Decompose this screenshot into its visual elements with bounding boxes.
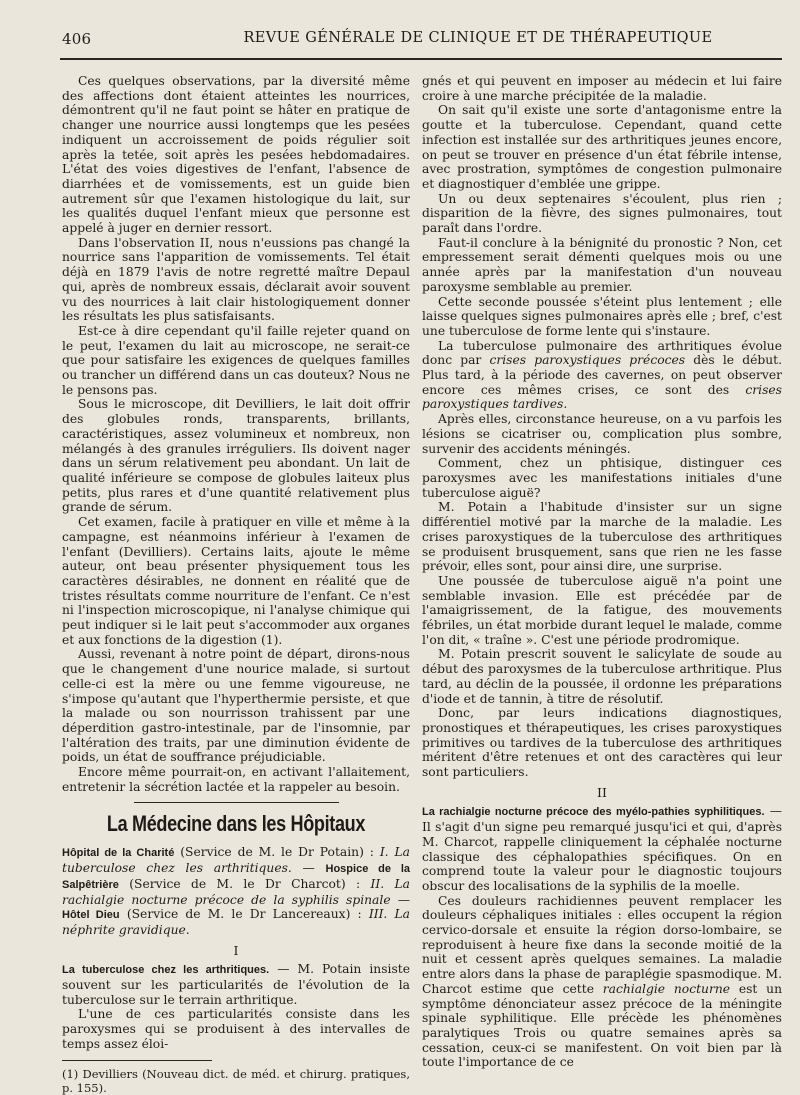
paragraph: Faut-il conclure à la bénignité du pronostic ? Non, cet empressement serait démenti quelques mois ou une année après par la manifestation d'un nouveau paroxysme semblable au premier.: [422, 235, 782, 294]
footnote-rule: [62, 1060, 212, 1061]
paragraph: M. Potain prescrit souvent le salicylate de soude au début des paroxysmes de la tuberculose arthritique. Plus tard, au déclin de la poussée, il ordonne les préparations d'iode et de tannin, à titre de résolutif.: [422, 647, 782, 706]
paragraph: Encore même pourrait-on, en activant l'allaitement, entretenir la sécrétion lactée et la rappeler au besoin.: [62, 765, 410, 794]
paragraph: Un ou deux septenaires s'écoulent, plus rien ; disparition de la fièvre, des signes pulmonaires, tout paraît dans l'ordre.: [422, 191, 782, 236]
summary-text: (Service de M. le Dr Potain) :: [174, 845, 380, 860]
paragraph: M. Potain a l'habitude d'insister sur un signe différentiel motivé par la marche de la maladie. Les crises paroxystiques de la tuberculose des arthritiques se produisent brusquement, sans que rien ne les fasse prévoir, elles sont, pour ainsi dire, une surprise.: [422, 500, 782, 574]
summary-topic: I. La tuberculose chez les arthritiques.: [62, 845, 410, 876]
hospital-name: Hôpital de la Charité: [62, 847, 175, 860]
paragraph: Comment, chez un phtisique, distinguer ces paroxysmes avec les manifestations initiales d'une tuberculose aiguë?: [422, 456, 782, 500]
running-title: REVUE GÉNÉRALE DE CLINIQUE ET DE THÉRAPEUTIQUE: [243, 30, 713, 46]
page-number: 406: [62, 30, 92, 48]
italic-term: crises paroxystiques précoces: [489, 353, 686, 368]
paragraph: [422, 894, 782, 1070]
paragraph-text: est un symptôme dénonciateur assez précoce de la méningite spinale syphilitique. Elle précède les phénomènes paralytiques Trois ou quatre semaines après sa cessation, ceux-ci se manifestent. On voit bien par là toute l'importance de ce: [422, 981, 783, 1070]
italic-term: rachialgie nocturne: [602, 981, 731, 996]
section-rule-top: [134, 802, 339, 803]
paragraph-text: — Il s'agit d'un signe peu remarqué jusqu'ici et qui, d'après M. Charcot, rappelle cliniquement la céphalée nocturne classique des céphalopathies spécifiques. On en comprend toute la valeur pour le diagnostic toujours obscur des localisations de la syphilis de la moelle.: [422, 804, 782, 893]
subsection-heading: La tuberculose chez les arthritiques.: [62, 964, 270, 977]
paragraph: Aussi, revenant à notre point de départ, dirons-nous que le changement d'une nourice malade, si surtout celle-ci est la mère ou une femme vigoureuse, ne s'impose qu'autant que l'hyperthermie persiste, et que la malade ou son nourrisson trahissent par une déperdition gastro-intestinale, par de l'insomnie, par l'altération des traits, par une diminution évidente de poids, un état de souffrance préjudiciable.: [62, 647, 410, 765]
summary-topic: II. La rachialgie nocturne précoce de la syphilis spinale: [62, 876, 411, 907]
summary-topic: III. La néphrite gravidique.: [62, 907, 411, 937]
section-number: I: [233, 942, 239, 958]
paragraph: Dans l'observation II, nous n'eussions pas changé la nourrice sans l'apparition de vomissements. Tel était déjà en 1879 l'avis de notre regretté maître Depaul qui, après de nombreux essais, déclarait avoir souvent vu des nourrices à lait clair histologiquement donner les résultats les plus satisfaisants.: [62, 235, 410, 324]
paragraph: Sous le microscope, dit Devilliers, le lait doit offrir des globules ronds, transparents, brillants, caractéristiques, assez volumineux et nombreux, non mélangés à des granules irréguliers. Ils doivent nager dans un sérum relativement peu abondant. Un lait de qualité inférieure se compose de globules laiteux plus petits, plus rares et d'une quantité relativement plus grande de sérum.: [62, 397, 410, 515]
contents-summary: [62, 845, 410, 937]
summary-text: (Service de M. le Dr Charcot) :: [118, 876, 371, 891]
paragraph: Après elles, circonstance heureuse, on a vu parfois les lésions se cicatriser ou, complication plus sombre, survenir des accidents méningés.: [422, 412, 782, 456]
section-title: La Médecine dans les Hôpitaux: [106, 811, 366, 837]
section-number: II: [597, 784, 607, 800]
paragraph: Ces quelques observations, par la diversité même des affections dont étaient atteintes les nourrices, démontrent qu'il ne faut point se hâter en pratique de changer une nourrice aussi longtemps que les pesées indiquent un accroissement de poids régulier soit après la tetée, soit après les pesées hebdomadaires. L'état des voies digestives de l'enfant, l'absence de diarrhées et de vomissements, est un guide bien autrement sûr que l'examen histologique du lait, sur les qualités duquel l'enfant mieux que personne est appelé à juger en dernier ressort.: [62, 74, 410, 236]
paragraph: gnés et qui peuvent en imposer au médecin et lui faire croire à une marche précipitée de la maladie.: [422, 74, 782, 103]
summary-text: —: [291, 861, 326, 876]
paragraph: Est-ce à dire cependant qu'il faille rejeter quand on le peut, l'examen du lait au microscope, ne serait-ce que pour satisfaire les exigences de quelques familles ou trancher un différend dans un cas douteux? Nous ne le pensons pas.: [62, 323, 410, 397]
paragraph-text: — M. Potain insiste souvent sur les particularités de l'évolution de la tuberculose sur le terrain arthritique.: [62, 962, 410, 1007]
summary-text: (Service de M. le Dr Lancereaux) :: [119, 907, 369, 922]
paragraph-text: dès le début. Plus tard, à la période des cavernes, on peut observer encore ces mêmes crises, ce sont des: [422, 353, 783, 397]
summary-text: —: [390, 892, 410, 907]
paragraph: Une poussée de tuberculose aiguë n'a point une semblable invasion. Elle est précédée par de l'amaigrissement, de la fatigue, des mouvements fébriles, un état morbide durant lequel le malade, comme l'on dit, « traîne ». C'est une période prodromique.: [422, 573, 782, 647]
hospital-name: Hôtel Dieu: [62, 909, 120, 922]
paragraph: [422, 339, 782, 413]
paragraph: Donc, par leurs indications diagnostiques, pronostiques et thérapeutiques, les crises paroxystiques primitives ou tardives de la tuberculose des arthritiques méritent d'être retenues et ont des caractères qui leur sont particuliers.: [422, 706, 782, 780]
paragraph-text: Ces douleurs rachidiennes peuvent remplacer les douleurs céphaliques initiales : elles occupent la région cervico-dorsale et ensuite la région dorso-lombaire, se reproduisent à heure fixe dans la seconde moitié de la nuit et cessent après quelques semaines. La maladie entre alors dans la phase de paraplégie spasmodique. M. Charcot estime que cette: [422, 893, 782, 996]
paragraph-text: La tuberculose pulmonaire des arthritiques évolue donc par: [422, 338, 782, 368]
paragraph: [422, 804, 782, 893]
header-rule: [60, 58, 782, 60]
paragraph: Cette seconde poussée s'éteint plus lentement ; elle laisse quelques signes pulmonaires après elle ; bref, c'est une tuberculose de forme lente qui s'instaure.: [422, 294, 782, 338]
paragraph: L'une de ces particularités consiste dans les paroxysmes qui se produisent à des intervalles de temps assez éloi-: [62, 1007, 410, 1051]
right-column: [422, 74, 782, 1070]
footnote: (1) Devilliers (Nouveau dict. de méd. et chirurg. pratiques, p. 155).: [62, 1066, 410, 1095]
left-column: [62, 74, 410, 1095]
running-header: [62, 28, 782, 52]
hospital-name: Hospice de la Salpêtrière: [62, 863, 410, 891]
paragraph: Cet examen, facile à pratiquer en ville et même à la campagne, est néanmoins inférieur à l'examen de l'enfant (Devilliers). Certains laits, ajoute le même auteur, ont beau présenter physiquement tous les caractères désirables, ne donnent en réalité que de tristes résultats comme nourriture de l'enfant. Ce n'est ni l'inspection microscopique, ni l'analyse chimique qui peut indiquer si le lait peut s'accommoder aux organes et aux fonctions de la digestion (1).: [62, 515, 410, 647]
subsection-heading: La rachialgie nocturne précoce des myélo-pathies syphilitiques.: [422, 806, 765, 819]
italic-term: crises paroxystiques tardives.: [422, 382, 782, 412]
paragraph: On sait qu'il existe une sorte d'antagonisme entre la goutte et la tuberculose. Cependant, quand cette infection est installée sur des arthritiques jeunes encore, on peut se trouver en présence d'un état fébrile intense, avec prostration, symptômes de congestion pulmonaire et diagnostiquer d'emblée une grippe.: [422, 103, 782, 191]
paragraph: [62, 962, 410, 1007]
